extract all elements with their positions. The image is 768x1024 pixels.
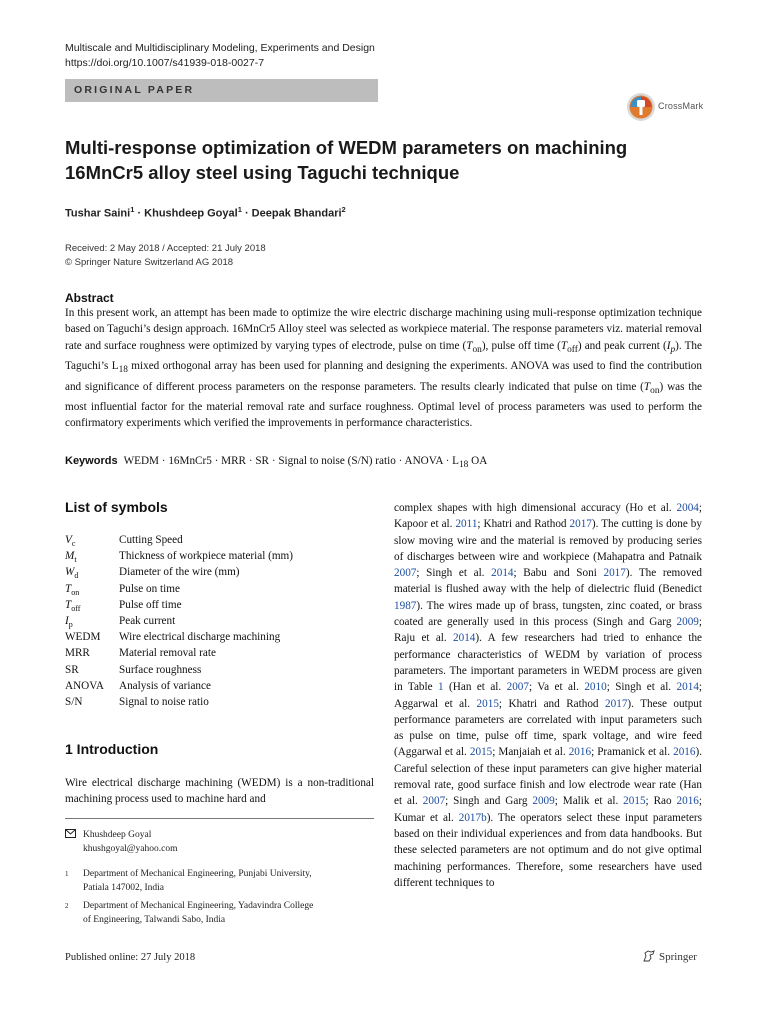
symbol: S/N bbox=[65, 695, 83, 708]
author-affiliation: 1 bbox=[130, 205, 135, 214]
body-text: ; Kapoor et al. bbox=[394, 502, 702, 531]
symbol-definition: Surface roughness bbox=[119, 663, 202, 676]
citation-link[interactable]: 2016 bbox=[568, 746, 592, 759]
citation-link[interactable]: 1 bbox=[438, 681, 444, 694]
author-name[interactable]: Khushdeep Goyal bbox=[144, 207, 238, 220]
citation-link[interactable]: 2016 bbox=[673, 746, 696, 759]
keywords-label: Keywords bbox=[65, 455, 118, 467]
corr-name: Khushdeep Goyal bbox=[83, 830, 152, 840]
symbol: WEDM bbox=[65, 631, 101, 644]
symbol-definition: Pulse on time bbox=[119, 582, 180, 595]
author-separator: · bbox=[244, 207, 249, 220]
citation-link[interactable]: 2007 bbox=[394, 567, 417, 580]
symbols-heading: List of symbols bbox=[65, 499, 168, 515]
publisher-logo bbox=[642, 950, 697, 963]
copyright: © Springer Nature Switzerland AG 2018 bbox=[65, 257, 234, 268]
article-type: ORIGINAL PAPER bbox=[74, 84, 195, 96]
citation-link[interactable]: 2017 bbox=[605, 697, 628, 710]
body-text: ; Khatri and Rathod bbox=[477, 518, 570, 531]
crossmark-label: CrossMark bbox=[658, 101, 704, 111]
title-line-1: Multi-response optimization of WEDM parameters on machining bbox=[65, 137, 628, 158]
citation-link[interactable]: 2015 bbox=[469, 746, 493, 759]
body-text: ; Manjaiah et al. bbox=[492, 746, 569, 759]
keywords-text: WEDM · 16MnCr5 · MRR · SR · Signal to noise (S/N) ratio · ANOVA · L bbox=[123, 455, 459, 467]
symbol-definition: Wire electrical discharge machining bbox=[119, 631, 281, 644]
symbol-definition: Peak current bbox=[119, 614, 176, 627]
journal-header bbox=[65, 41, 375, 71]
article-title bbox=[65, 135, 685, 185]
body-text: ). These output performance parameters are correlated with input parameters such as pulse on time, pulse off time, spark voltage, and wire feed (Aggarwal et al. bbox=[394, 697, 703, 759]
symbol-definition: Cutting Speed bbox=[119, 534, 183, 546]
citation-link[interactable]: 2017 bbox=[603, 567, 626, 580]
crossmark-icon bbox=[626, 92, 656, 122]
author-list bbox=[65, 205, 346, 220]
citation-link[interactable]: 2017b bbox=[458, 811, 487, 824]
body-text: (Han et al. bbox=[443, 681, 507, 694]
citation-link[interactable]: 2014 bbox=[676, 681, 699, 694]
symbol-definition: Thickness of workpiece material (mm) bbox=[119, 550, 293, 563]
symbol: $M_t$ bbox=[65, 550, 77, 565]
body-text: ; Babu and Soni bbox=[513, 567, 604, 580]
body-text: ). A few researchers had tried to enhance the performance characteristics of WEDM by variation of process parameters. The important parameters in WEDM process are given in Table bbox=[394, 632, 702, 694]
body-text: ). The removed material is flushed away with the help of dielectric fluid (Benedict bbox=[394, 567, 702, 596]
symbol: ANOVA bbox=[65, 679, 104, 692]
right-column-text bbox=[394, 500, 702, 891]
introduction-text: Wire electrical discharge machining (WEDM) is a non-traditional machining process used to machine hard and bbox=[65, 777, 374, 806]
symbol: $V_c$ bbox=[65, 534, 76, 549]
crossmark-badge[interactable] bbox=[626, 92, 708, 122]
body-text: ; Aggarwal et al. bbox=[394, 681, 703, 710]
body-text: ; Pramanick et al. bbox=[591, 746, 674, 759]
body-text: ; Singh et al. bbox=[606, 681, 677, 694]
symbol: $T_{off}$ bbox=[65, 598, 81, 613]
author-name[interactable]: Tushar Saini bbox=[65, 207, 131, 220]
body-text: complex shapes with high dimensional accuracy (Ho et al. bbox=[394, 502, 677, 514]
body-text: ; Singh et al. bbox=[416, 567, 492, 580]
publisher-name: Springer bbox=[659, 951, 697, 963]
citation-link[interactable]: 2015 bbox=[623, 795, 646, 808]
symbol: $T_{on}$ bbox=[65, 582, 80, 597]
symbol: $W_d$ bbox=[65, 566, 79, 581]
author-affiliation: 2 bbox=[341, 205, 346, 214]
citation-link[interactable]: 1987 bbox=[394, 599, 417, 612]
citation-link[interactable]: 2009 bbox=[676, 616, 699, 629]
body-text: ; Va et al. bbox=[528, 681, 585, 694]
citation-link[interactable]: 2016 bbox=[676, 795, 699, 808]
received-accepted: Received: 2 May 2018 / Accepted: 21 July 2018 bbox=[65, 243, 266, 254]
symbol: $I_p$ bbox=[65, 614, 73, 630]
symbol-definition: Analysis of variance bbox=[119, 679, 211, 692]
corr-email[interactable]: khushgoyal@yahoo.com bbox=[83, 843, 178, 854]
citation-link[interactable]: 2004 bbox=[676, 502, 699, 514]
author-affiliation: 1 bbox=[237, 205, 242, 214]
body-text: ; Kumar et al. bbox=[394, 795, 702, 824]
citation-link[interactable]: 2010 bbox=[584, 681, 607, 694]
body-text: ). The wires made up of brass, tungsten, zinc coated, or brass coated are generally used in this process (Singh and Garg bbox=[394, 599, 702, 629]
body-text: ; Malik et al. bbox=[554, 795, 624, 808]
body-text: ; Rao bbox=[645, 795, 677, 808]
citation-link[interactable]: 2011 bbox=[455, 518, 478, 531]
body-text: ; Singh and Garg bbox=[445, 795, 533, 808]
citation-link[interactable]: 2015 bbox=[476, 697, 499, 710]
body-text: ). Careful selection of these input parameters can give higher material removal rate, good surface finish and low electrode wear rate (Han et al. bbox=[394, 746, 702, 808]
symbol-definition: Pulse off time bbox=[119, 598, 182, 611]
footnote-rule bbox=[65, 818, 374, 819]
citation-link[interactable]: 2014 bbox=[453, 632, 476, 645]
citation-link[interactable]: 2017 bbox=[569, 518, 592, 531]
citation-link[interactable]: 2009 bbox=[532, 795, 555, 808]
symbol: SR bbox=[65, 663, 79, 676]
abstract-body: In this present work, an attempt has been made to optimize the wire electric discharge machining using muli-response optimization technique based on Taguchi’s design approach. 16MnCr5 Alloy steel was selected as workpiece material. The response parameters viz. material removal rate and surface roughness were optimized by varying types of electrode, pulse on time $(T_{on})$, pulse off time $(T_{off})$ and peak current $(I_p)$. The Taguchi’s $L_{18}$ mixed orthogonal array has been used for planning and designing the experiments. ANOVA was used to find the contribution and significance of different process parameters on the response parameters. The results clearly indicated that pulse on time $(T_{on})$ was the most influential factor for the material removal rate and surface roughness. Optimal level of process parameters was used to perform the confirmatory experiments which verified the improvements in performance characteristics. bbox=[65, 307, 703, 430]
body-text: ). The operators select these input parameters based on their individual experiences and from data handbooks. But these selected parameters are not optimum and do not give optimal machining performances. Therefore, some researchers have used different techniques to bbox=[394, 811, 702, 889]
symbol-definition: Diameter of the wire (mm) bbox=[119, 566, 240, 579]
article-type-ribbon bbox=[65, 79, 378, 102]
keywords: Keywords WEDM · 16MnCr5 · MRR · SR · Signal to noise (S/N) ratio · ANOVA · $L_{18}$ OA bbox=[65, 455, 488, 471]
title-line-2: 16MnCr5 alloy steel using Taguchi technique bbox=[65, 162, 460, 183]
body-text: ; Raju et al. bbox=[394, 616, 702, 645]
introduction-heading: 1 Introduction bbox=[65, 741, 159, 757]
author-separator: · bbox=[137, 207, 142, 220]
abstract-heading: Abstract bbox=[65, 291, 114, 305]
springer-horse-icon bbox=[642, 950, 656, 962]
symbol: MRR bbox=[65, 647, 90, 660]
published-date: Published online: 27 July 2018 bbox=[65, 952, 196, 963]
citation-link[interactable]: 2007 bbox=[422, 795, 446, 808]
symbol-definition: Material removal rate bbox=[119, 647, 216, 660]
doi-link[interactable]: https://doi.org/10.1007/s41939-018-0027-7 bbox=[65, 57, 265, 69]
body-text: ). The cutting is done by slow moving wire and the material is removed by producing series of discharges between wire and workpiece (Mahapatra and Patnaik bbox=[394, 518, 702, 563]
citation-link[interactable]: 2014 bbox=[491, 567, 514, 580]
article-dates bbox=[65, 242, 266, 270]
symbol-definition: Signal to noise ratio bbox=[119, 695, 209, 708]
citation-link[interactable]: 2007 bbox=[506, 681, 529, 694]
author-name[interactable]: Deepak Bhandari bbox=[251, 207, 342, 220]
envelope-icon bbox=[65, 829, 81, 844]
body-text: ; Khatri and Rathod bbox=[498, 697, 606, 710]
journal-name: Multiscale and Multidisciplinary Modeling, Experiments and Design bbox=[65, 42, 375, 54]
